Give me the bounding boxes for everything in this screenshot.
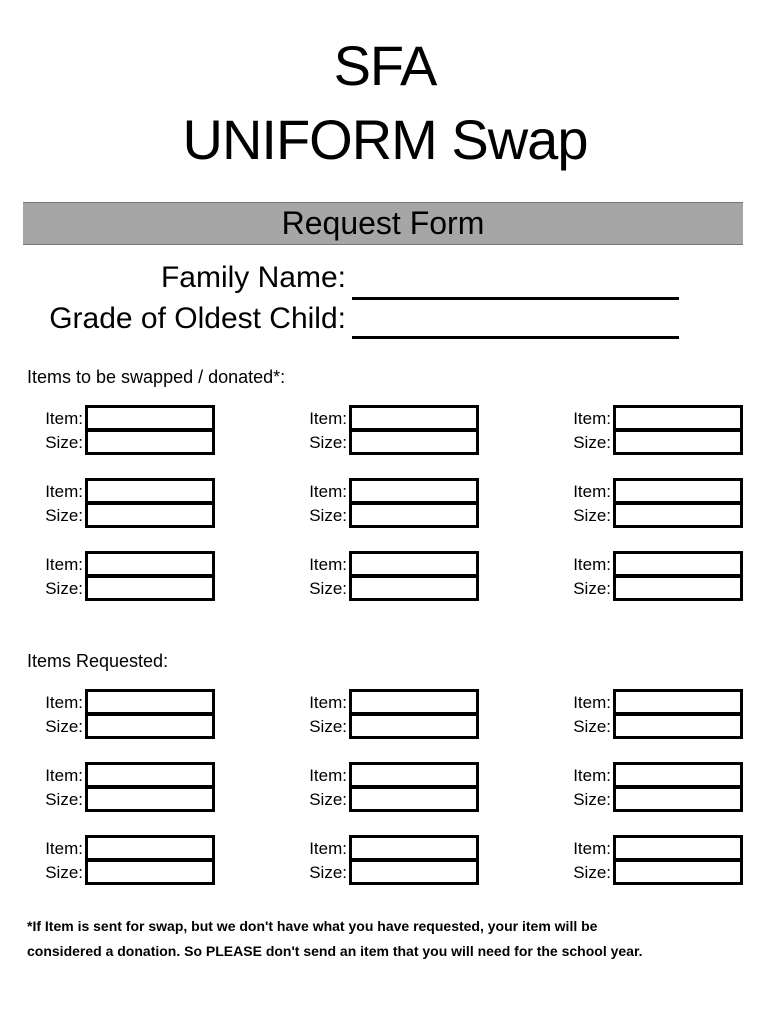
swap-item-cell <box>309 551 489 603</box>
swap-item-cell <box>45 478 225 530</box>
size-input[interactable] <box>85 786 215 812</box>
item-label: Item: <box>309 555 347 574</box>
item-input[interactable] <box>349 835 479 861</box>
requested-item-cell <box>309 835 489 887</box>
item-label: Item: <box>309 482 347 501</box>
size-input[interactable] <box>613 429 743 455</box>
size-label: Size: <box>309 579 347 598</box>
size-label: Size: <box>309 433 347 452</box>
size-input[interactable] <box>85 502 215 528</box>
item-input[interactable] <box>613 835 743 861</box>
size-label: Size: <box>45 579 83 598</box>
family-name-label: Family Name: <box>160 261 346 294</box>
size-input[interactable] <box>349 429 479 455</box>
footnote-line2: considered a donation. So PLEASE don't send an item that you will need for the school year. <box>27 943 643 959</box>
size-label: Size: <box>573 717 611 736</box>
item-input[interactable] <box>85 551 215 577</box>
item-label: Item: <box>573 839 611 858</box>
size-input[interactable] <box>613 859 743 885</box>
item-label: Item: <box>573 555 611 574</box>
size-input[interactable] <box>85 859 215 885</box>
footnote-line1: *If Item is sent for swap, but we don't have what you have requested, your item will be <box>27 918 598 934</box>
size-input[interactable] <box>613 502 743 528</box>
item-label: Item: <box>309 693 347 712</box>
size-label: Size: <box>45 506 83 525</box>
item-label: Item: <box>45 409 83 428</box>
form-title-line1: SFA <box>333 34 437 97</box>
swap-item-cell <box>45 551 225 603</box>
size-label: Size: <box>45 717 83 736</box>
section-swap-label: Items to be swapped / donated*: <box>27 367 286 387</box>
size-input[interactable] <box>613 786 743 812</box>
item-input[interactable] <box>85 762 215 788</box>
item-input[interactable] <box>85 835 215 861</box>
swap-item-cell <box>45 405 225 457</box>
size-label: Size: <box>45 863 83 882</box>
size-label: Size: <box>573 433 611 452</box>
swap-item-cell <box>573 405 753 457</box>
size-input[interactable] <box>349 502 479 528</box>
swap-item-cell <box>573 551 753 603</box>
size-label: Size: <box>309 717 347 736</box>
item-input[interactable] <box>349 551 479 577</box>
item-input[interactable] <box>349 689 479 715</box>
size-input[interactable] <box>613 575 743 601</box>
swap-item-cell <box>573 478 753 530</box>
item-label: Item: <box>45 693 83 712</box>
requested-item-cell <box>45 689 225 741</box>
item-label: Item: <box>573 766 611 785</box>
size-label: Size: <box>573 863 611 882</box>
section-requested-label: Items Requested: <box>27 651 169 671</box>
item-input[interactable] <box>85 689 215 715</box>
size-input[interactable] <box>85 575 215 601</box>
size-input[interactable] <box>85 713 215 739</box>
item-input[interactable] <box>613 478 743 504</box>
size-label: Size: <box>573 790 611 809</box>
size-label: Size: <box>573 506 611 525</box>
requested-item-cell <box>573 762 753 814</box>
size-label: Size: <box>573 579 611 598</box>
item-label: Item: <box>45 766 83 785</box>
size-label: Size: <box>309 790 347 809</box>
grade-label: Grade of Oldest Child: <box>49 302 346 335</box>
requested-item-cell <box>45 835 225 887</box>
size-input[interactable] <box>613 713 743 739</box>
size-input[interactable] <box>349 713 479 739</box>
requested-item-cell <box>45 762 225 814</box>
requested-item-cell <box>309 762 489 814</box>
item-label: Item: <box>573 693 611 712</box>
item-label: Item: <box>45 482 83 501</box>
item-label: Item: <box>573 482 611 501</box>
item-input[interactable] <box>349 405 479 431</box>
item-label: Item: <box>309 839 347 858</box>
grade-field[interactable] <box>352 336 679 339</box>
size-input[interactable] <box>349 786 479 812</box>
item-label: Item: <box>573 409 611 428</box>
item-label: Item: <box>309 766 347 785</box>
requested-item-cell <box>309 689 489 741</box>
item-label: Item: <box>45 555 83 574</box>
size-label: Size: <box>45 433 83 452</box>
item-input[interactable] <box>85 478 215 504</box>
item-input[interactable] <box>613 551 743 577</box>
item-input[interactable] <box>349 762 479 788</box>
item-input[interactable] <box>613 689 743 715</box>
item-input[interactable] <box>349 478 479 504</box>
size-input[interactable] <box>85 429 215 455</box>
size-label: Size: <box>45 790 83 809</box>
item-input[interactable] <box>85 405 215 431</box>
size-label: Size: <box>309 506 347 525</box>
swap-item-cell <box>309 478 489 530</box>
item-input[interactable] <box>613 405 743 431</box>
item-input[interactable] <box>613 762 743 788</box>
requested-item-cell <box>573 689 753 741</box>
family-name-field[interactable] <box>352 297 679 300</box>
requested-item-cell <box>573 835 753 887</box>
item-label: Item: <box>45 839 83 858</box>
size-input[interactable] <box>349 859 479 885</box>
request-form-banner: Request Form <box>23 202 743 245</box>
form-title-line2: UNIFORM Swap <box>182 108 588 171</box>
swap-item-cell <box>309 405 489 457</box>
size-label: Size: <box>309 863 347 882</box>
item-label: Item: <box>309 409 347 428</box>
size-input[interactable] <box>349 575 479 601</box>
